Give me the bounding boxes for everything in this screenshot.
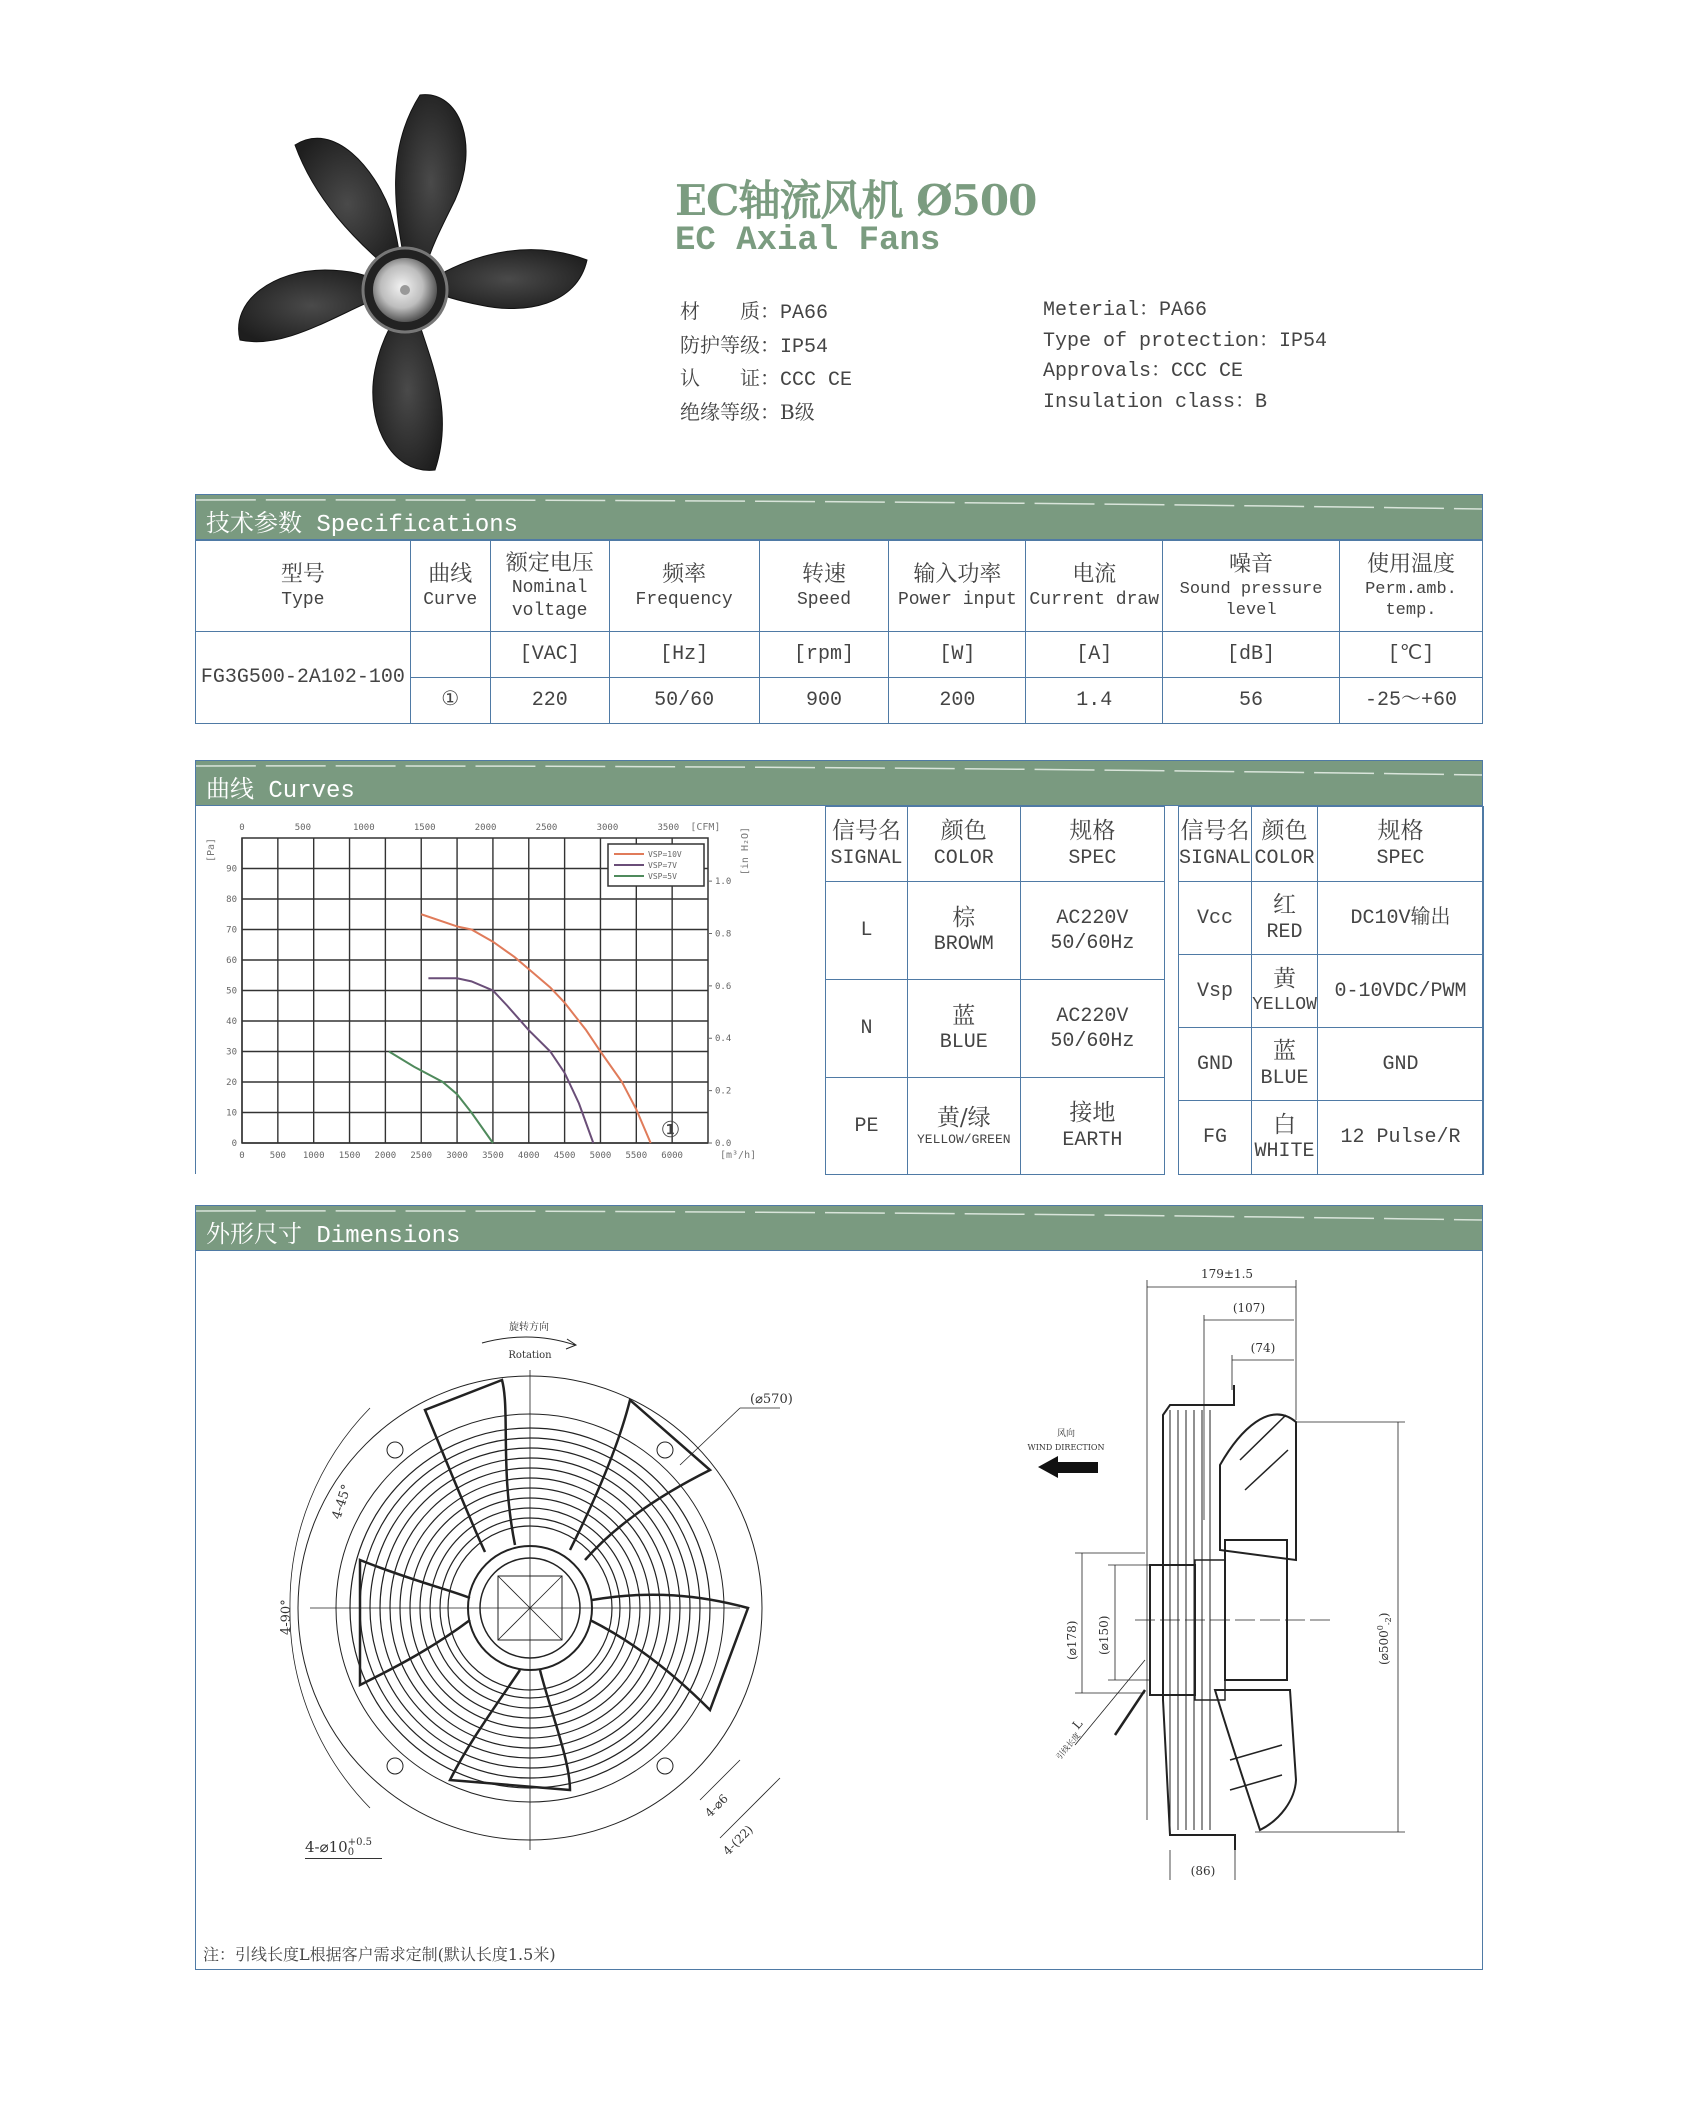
hole-22-label: 4-(22)	[720, 1822, 756, 1859]
unit-voltage: [VAC]	[490, 632, 609, 678]
y2-axis-label: [in H₂O]	[740, 826, 751, 876]
property-insulation-cn: 绝缘等级：B级	[680, 399, 815, 424]
signal-row-GND	[1179, 1028, 1484, 1101]
x-tick-label: 2500	[410, 1151, 433, 1161]
properties-cn	[680, 296, 852, 430]
y2-tick-label: 0.0	[715, 1139, 732, 1149]
col-temp: 使用温度 Perm.amb. temp.	[1339, 541, 1482, 632]
col-curve: 曲线 Curve	[410, 541, 490, 632]
product-title-en: EC Axial Fans	[675, 222, 941, 260]
x2-tick-label: 2000	[474, 823, 497, 833]
signal-row-N	[826, 980, 1165, 1078]
hole-6-label: 4-⌀6	[702, 1791, 731, 1821]
x-tick-label: 1000	[302, 1151, 325, 1161]
series-line-vsp5v	[389, 1052, 493, 1144]
performance-chart	[200, 808, 800, 1173]
curves-section-header	[195, 760, 1483, 806]
specs-section-title: 技术参数 Specifications	[206, 512, 519, 539]
x2-tick-label: 0	[239, 823, 245, 833]
hdr-signal: 信号名 SIGNAL	[1179, 807, 1252, 882]
dimensions-section-title: 外形尺寸 Dimensions	[206, 1223, 461, 1250]
signal-color: 蓝 BLUE	[1252, 1028, 1318, 1101]
col-power: 输入功率 Power input	[889, 541, 1026, 632]
y2-tick-label: 1.0	[715, 877, 732, 888]
x-tick-label: 1500	[338, 1151, 361, 1161]
signal-color: 蓝 BLUE	[907, 980, 1020, 1078]
legend-label: VSP=10V	[648, 850, 682, 859]
property-approvals-cn: 认 证：CCC CE	[680, 366, 853, 392]
signal-spec: AC220V 50/60Hz	[1020, 980, 1164, 1078]
width-179-label: 179±1.5	[1200, 1267, 1254, 1281]
signal-row-L	[826, 882, 1165, 980]
hdr-color: 颜色 COLOR	[907, 807, 1020, 882]
y-tick-label: 20	[226, 1078, 237, 1088]
value-sound: 56	[1163, 678, 1340, 724]
x2-tick-label: 500	[294, 823, 312, 833]
power-signal-table	[825, 806, 1165, 1175]
hdr-spec: 规格 SPEC	[1020, 807, 1164, 882]
curves-section-title: 曲线 Curves	[206, 778, 355, 805]
diameter-500-label: $(⌀500^0_{-2})$	[1376, 1612, 1393, 1665]
unit-speed: [rpm]	[759, 632, 889, 678]
signal-row-Vsp	[1179, 955, 1484, 1028]
series-line-vsp7v	[428, 978, 593, 1143]
value-power: 200	[889, 678, 1026, 724]
lead-length-cn-label: 引线长度	[1054, 1730, 1083, 1762]
diameter-178-label: (⌀178)	[1065, 1620, 1079, 1660]
fan-blade-outlines	[360, 1380, 748, 1790]
series-line-vsp10v	[421, 914, 650, 1143]
signal-name: GND	[1179, 1028, 1252, 1101]
signal-spec: GND	[1317, 1028, 1483, 1101]
signal-spec: AC220V 50/60Hz	[1020, 882, 1164, 980]
unit-power: [W]	[889, 632, 1026, 678]
signal-name: L	[826, 882, 908, 980]
unit-current: [A]	[1026, 632, 1163, 678]
y-axis-label: [Pa]	[206, 837, 217, 862]
x2-axis-label: [CFM]	[690, 822, 721, 833]
x-tick-label: 4000	[517, 1151, 540, 1161]
x2-tick-label: 3500	[657, 823, 680, 833]
specs-section-header	[195, 494, 1483, 540]
rotation-label-cn: 旋转方向	[509, 1322, 549, 1333]
x2-tick-label: 1000	[352, 823, 375, 833]
lead-length-L-label: L	[1069, 1716, 1086, 1732]
hdr-color: 颜色 COLOR	[1252, 807, 1318, 882]
signal-spec: DC10V输出	[1317, 882, 1483, 955]
signal-spec: 0-10VDC/PWM	[1317, 955, 1483, 1028]
angle-45-label: 4-45°	[329, 1482, 355, 1522]
legend-label: VSP=5V	[648, 872, 677, 881]
unit-sound: [dB]	[1163, 632, 1340, 678]
col-current: 电流 Current draw	[1026, 541, 1163, 632]
y2-tick-label: 0.2	[715, 1086, 732, 1097]
value-curve: ①	[410, 678, 490, 724]
signal-name: Vsp	[1179, 955, 1252, 1028]
unit-frequency: [Hz]	[609, 632, 759, 678]
specs-unit-row	[196, 632, 1483, 678]
signal-color: 黄/绿 YELLOW/GREEN	[907, 1078, 1020, 1175]
property-material-en: Meterial：PA66	[1043, 299, 1208, 322]
y2-tick-label: 0.4	[715, 1034, 732, 1045]
signal-row-PE	[826, 1078, 1165, 1175]
col-voltage: 额定电压 Nominal voltage	[490, 541, 609, 632]
y-tick-label: 80	[226, 895, 237, 905]
rotation-label-en: Rotation	[508, 1350, 552, 1361]
rotation-arrow-icon	[482, 1337, 576, 1349]
wind-direction-arrow-icon	[1038, 1456, 1098, 1478]
dimensions-section-header	[195, 1205, 1483, 1251]
x2-tick-label: 3000	[596, 823, 619, 833]
wind-direction-en: WIND DIRECTION	[1027, 1443, 1105, 1452]
value-voltage: 220	[490, 678, 609, 724]
value-temp: -25～+60	[1339, 678, 1482, 724]
y-tick-label: 0	[231, 1139, 237, 1149]
property-insulation-en: Insulation class：B	[1043, 390, 1268, 414]
y2-tick-label: 0.8	[715, 929, 732, 940]
x-tick-label: 0	[239, 1151, 245, 1161]
wind-direction-cn: 风向	[1056, 1429, 1076, 1439]
hdr-signal: 信号名 SIGNAL	[826, 807, 908, 882]
signal-name: N	[826, 980, 908, 1078]
col-type: 型号 Type	[196, 541, 411, 632]
width-107-label: (107)	[1232, 1301, 1266, 1315]
angle-90-label: 4-90°	[279, 1599, 294, 1635]
properties-en	[1043, 296, 1327, 418]
performance-chart-svg	[200, 808, 800, 1173]
y-tick-label: 90	[226, 864, 237, 875]
signal-header-row	[1179, 807, 1484, 882]
unit-temp: [℃]	[1339, 632, 1482, 678]
x-tick-label: 5500	[625, 1151, 648, 1161]
width-74-label: (74)	[1250, 1341, 1276, 1355]
value-current: 1.4	[1026, 678, 1163, 724]
signal-color: 白 WHITE	[1252, 1101, 1318, 1175]
y-tick-label: 50	[226, 986, 237, 997]
signal-header-row	[826, 807, 1165, 882]
signal-color: 黄 YELLOW	[1252, 955, 1318, 1028]
y-tick-label: 70	[226, 925, 237, 936]
signal-name: Vcc	[1179, 882, 1252, 955]
specs-table	[195, 540, 1483, 724]
value-frequency: 50/60	[609, 678, 759, 724]
control-signal-table	[1178, 806, 1484, 1175]
unit-curve	[410, 632, 490, 678]
signal-color: 红 RED	[1252, 882, 1318, 955]
hdr-spec: 规格 SPEC	[1317, 807, 1483, 882]
signal-row-FG	[1179, 1101, 1484, 1175]
x-tick-label: 500	[269, 1151, 286, 1161]
signal-color: 棕 BROWM	[907, 882, 1020, 980]
signal-row-Vcc	[1179, 882, 1484, 955]
col-frequency: 频率 Frequency	[609, 541, 759, 632]
x-tick-label: 3500	[482, 1151, 504, 1161]
signal-spec: 12 Pulse/R	[1317, 1101, 1483, 1175]
x-tick-label: 4500	[553, 1151, 576, 1161]
x-tick-label: 3000	[446, 1151, 468, 1161]
x-tick-label: 2000	[374, 1151, 397, 1161]
diameter-150-label: (⌀150)	[1097, 1615, 1111, 1655]
x2-tick-label: 1500	[413, 823, 436, 833]
col-sound: 噪音 Sound pressure level	[1163, 541, 1340, 632]
x-tick-label: 5000	[589, 1151, 612, 1161]
legend-label: VSP=7V	[648, 861, 677, 870]
y-tick-label: 30	[226, 1047, 237, 1058]
fan-product-photo	[215, 90, 615, 480]
x-tick-label: 6000	[661, 1151, 683, 1161]
product-title-cn: EC轴流风机 Ø500	[675, 176, 1037, 225]
header-sweep-decoration	[196, 763, 1482, 777]
col-speed: 转速 Speed	[759, 541, 889, 632]
property-protection-cn: 防护等级：IP54	[680, 332, 829, 359]
value-speed: 900	[759, 678, 889, 724]
y-tick-label: 60	[226, 956, 237, 966]
signal-spec: 接地 EARTH	[1020, 1078, 1164, 1175]
hole-10-label: 4-⌀10 +0.5 0	[305, 1838, 382, 1859]
signal-name: FG	[1179, 1101, 1252, 1175]
curve-marker-label: ①	[660, 1118, 681, 1143]
property-approvals-en: Approvals：CCC CE	[1043, 360, 1244, 383]
signal-name: PE	[826, 1078, 908, 1175]
property-material-cn: 材 质：PA66	[680, 299, 829, 325]
side-view-drawing	[1020, 1260, 1440, 1900]
x2-tick-label: 2500	[535, 823, 558, 833]
y-tick-label: 40	[226, 1017, 237, 1027]
specs-header-row	[196, 541, 1483, 632]
dimensions-note: 注：引线长度L根据客户需求定制(默认长度1.5米)	[203, 1945, 556, 1964]
y2-tick-label: 0.6	[715, 981, 732, 992]
property-protection-en: Type of protection：IP54	[1043, 329, 1328, 353]
front-view-drawing	[270, 1290, 890, 1860]
width-86-label: (86)	[1190, 1864, 1216, 1878]
diameter-570-label: (⌀570)	[750, 1392, 793, 1407]
model-type-cell: FG3G500-2A102-100	[196, 632, 411, 724]
y-tick-label: 10	[226, 1108, 237, 1119]
x-axis-label: [m³/h]	[720, 1150, 757, 1161]
